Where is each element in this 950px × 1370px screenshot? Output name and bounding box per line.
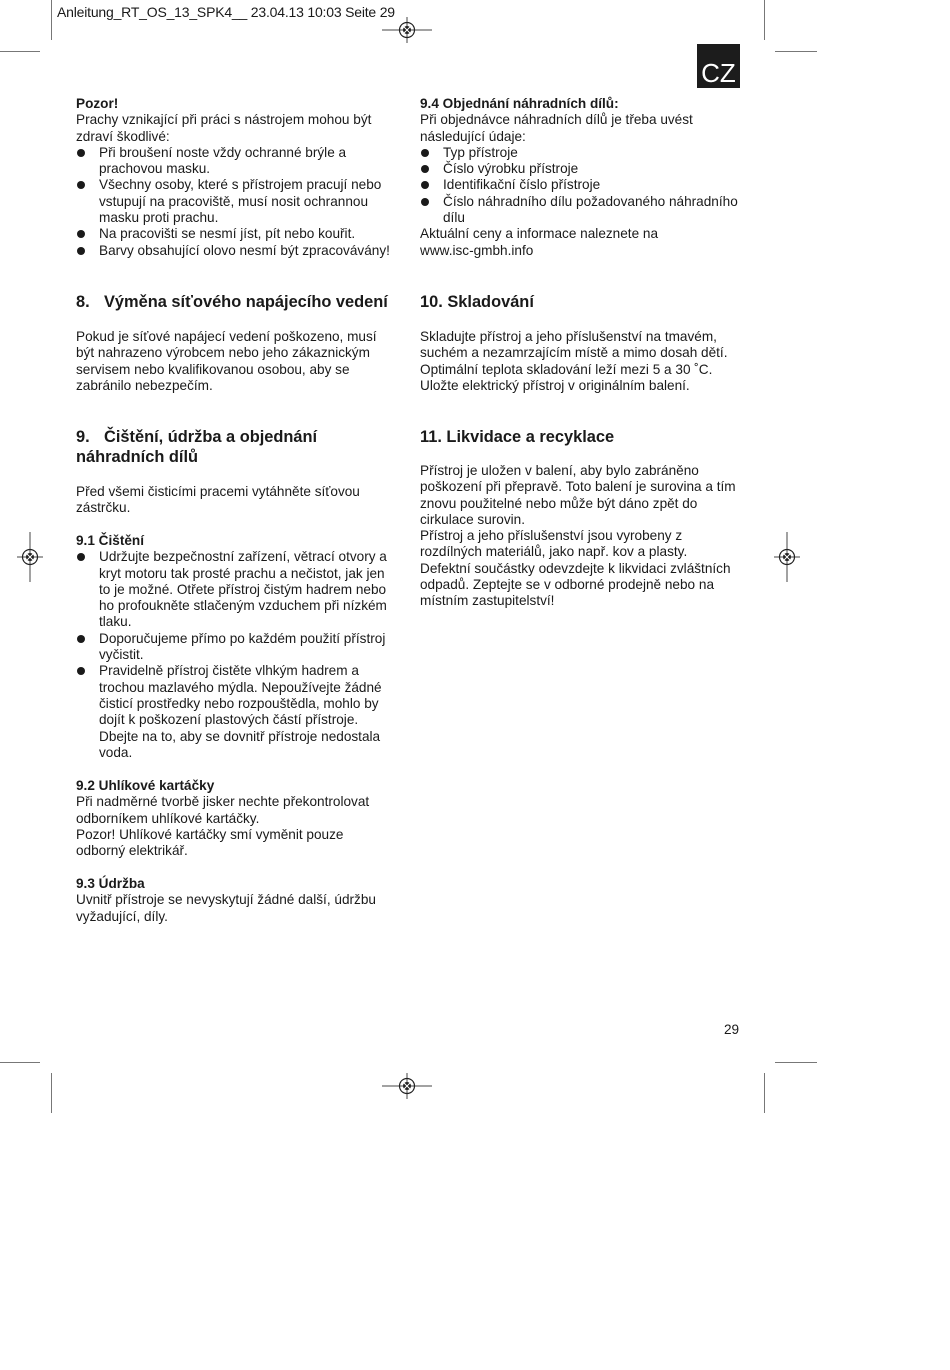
list-item: Číslo náhradního dílu požadovaného náhradního dílu [420,194,748,227]
crop-mark [775,51,817,52]
section-heading-continued: náhradních dílů [76,448,199,466]
list-item: Udržujte bezpečnostní zařízení, větrací otvory a kryt motoru tak prosté prachu a nečistot, jak jen to je možné. Otřete přístroj čistým hadrem nebo ho profoukněte stlačeným vzduchem při nízkém tlaku. [76,549,391,630]
crop-mark [0,1062,40,1063]
paragraph: Při nadměrné tvorbě jisker nechte překontrolovat odborníkem uhlíkové kartáčky. [76,794,370,826]
warning-block [76,96,406,259]
registration-mark-icon [774,532,800,582]
subsection-title: 9.1 Čištění [76,533,144,548]
section-9-1 [76,533,396,761]
crop-mark [51,1073,52,1113]
paragraph: Přístroj je uložen v balení, aby bylo zabráněno poškození při přepravě. Toto balení je surovina a tím znovu použitelné nebo může být dáno zpět do cirkulace surovin. [420,463,736,527]
section-8 [76,292,406,312]
registration-mark-icon [382,1073,432,1099]
cleaning-list [76,549,396,761]
crop-mark [775,1062,817,1063]
section-9 [76,427,406,467]
section-9-4 [420,96,750,259]
section-heading: 8. Výměna síťového napájecího vedení [76,293,388,311]
section-11-body [420,463,745,610]
subsection-title: 9.3 Údržba [76,876,145,891]
order-info-list [420,145,750,226]
crop-mark [764,0,765,40]
subsection-title: 9.4 Objednání náhradních dílů: [420,96,619,111]
list-item: Barvy obsahující olovo nesmí být zpracovávány! [76,243,406,259]
list-item: Pravidelně přístroj čistěte vlhkým hadrem a trochou mazlavého mýdla. Nepoužívejte žádné čisticí prostředky nebo rozpouštědla, mohlo by dojít k poškození plastových částí přístroje. Dbejte na to, aby se dovnitř přístroje nedostala voda. [76,663,391,761]
section-10-body: Skladujte přístroj a jeho příslušenství na tmavém, suchém a nezamrzajícím místě a mimo dosah dětí. Optimální teplota skladování leží mezi 5 a 30 ˚C. Uložte elektrický přístroj v originálním balení. [420,329,728,393]
list-item: Při broušení noste vždy ochranné brýle a prachovou masku. [76,145,359,178]
section-heading: 10. Skladování [420,293,534,311]
crop-mark [0,51,40,52]
list-item: Všechny osoby, které s přístrojem pracují nebo vstupují na pracoviště, musí nosit ochrannou masku proti prachu. [76,177,389,226]
list-item: Na pracovišti se nesmí jíst, pít nebo kouřit. [76,226,406,242]
paragraph: Aktuální ceny a informace naleznete na [420,226,659,242]
paragraph: Uvnitř přístroje se nevyskytují žádné další, údržbu vyžadující, díly. [76,892,376,924]
paragraph: Pozor! Uhlíkové kartáčky smí vyměnit pouze odborný elektrikář. [76,826,344,859]
list-item: Identifikační číslo přístroje [420,177,750,193]
section-11 [420,427,750,447]
section-heading: 9. Čištění, údržba a objednání [76,428,318,446]
page-number: 29 [724,1022,740,1037]
list-item: Typ přístroje [420,145,750,161]
section-9-3 [76,876,386,925]
website-text: www.isc-gmbh.info [420,242,534,258]
section-heading: 11. Likvidace a recyklace [420,428,615,446]
warning-list [76,145,406,259]
registration-mark-icon [382,17,432,43]
crop-mark [764,1073,765,1113]
section-8-body: Pokud je síťové napájecí vedení poškozeno, musí být nahrazeno výrobcem nebo jeho zákaznickým servisem nebo kvalifikovanou osobou, aby se zabránilo nebezpečím. [76,329,377,393]
paragraph: Při objednávce náhradních dílů je třeba uvést následující údaje: [420,112,693,144]
warning-text: Prachy vznikající při práci s nástrojem mohou být zdraví škodlivé: [76,112,372,144]
warning-title: Pozor! [76,96,119,111]
registration-mark-icon [17,532,43,582]
paragraph: Přístroj a jeho příslušenství jsou vyrobeny z rozdílných materiálů, jako např. kov a plasty. Defektní součástky odevzdejte k likvidaci zvláštních odpadů. Zeptejte se v odborné prodejně nebo na místním zastupitelství! [420,528,731,609]
crop-mark [51,0,52,40]
section-10 [420,292,750,312]
section-9-body: Před všemi čisticími pracemi vytáhněte síťovou zástrčku. [76,484,360,516]
list-item: Číslo výrobku přístroje [420,161,750,177]
subsection-title: 9.2 Uhlíkové kartáčky [76,778,215,793]
list-item: Doporučujeme přímo po každém použití přístroj vyčistit. [76,631,395,664]
section-9-2 [76,778,386,859]
print-slug-header: Anleitung_RT_OS_13_SPK4__ 23.04.13 10:03 Seite 29 [57,4,395,20]
language-badge: CZ [697,44,740,88]
